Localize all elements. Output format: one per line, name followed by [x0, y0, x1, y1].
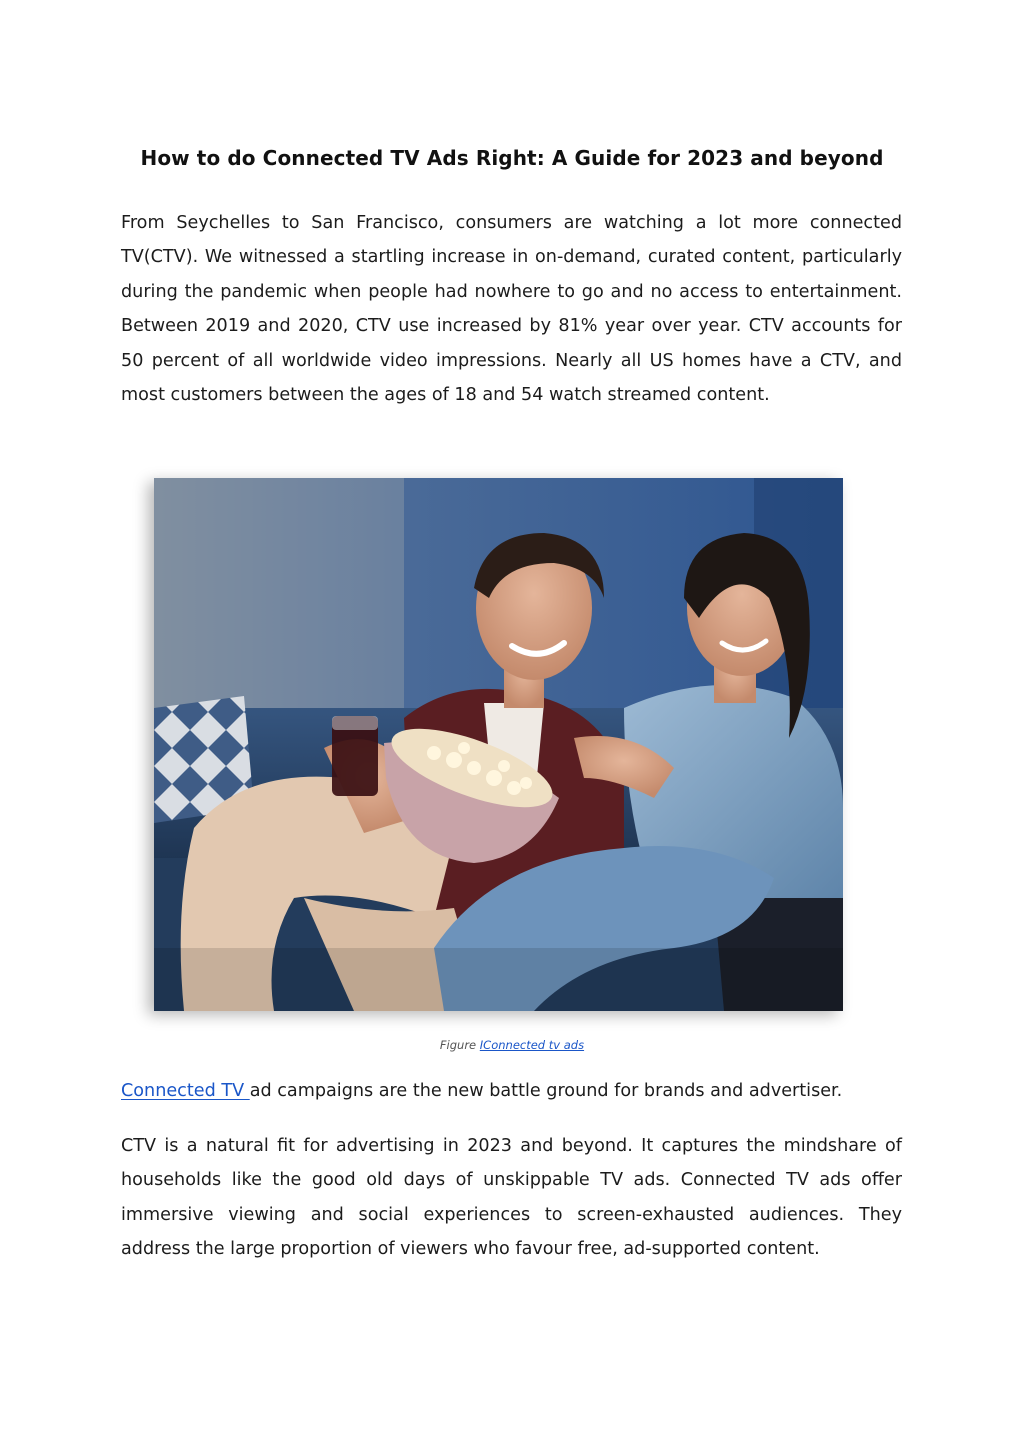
- connected-tv-link[interactable]: Connected TV: [121, 1081, 250, 1101]
- connected-tv-paragraph: [121, 1074, 902, 1108]
- closing-paragraph: CTV is a natural fit for advertising in 2023 and beyond. It captures the mindshare of households like the good old days of unskippable TV ads. Connected TV ads offer immersive viewing and social experiences to screen-exhausted audiences. They address the large proportion of viewers who favour free, ad-supported content.: [121, 1136, 902, 1260]
- connected-tv-paragraph-text: ad campaigns are the new battle ground for brands and advertiser.: [249, 1081, 843, 1101]
- intro-paragraph: From Seychelles to San Francisco, consumers are watching a lot more connected TV(CTV). We witnessed a startling increase in on-demand, curated content, particularly during the pandemic when people had nowhere to go and no access to entertainment. Between 2019 and 2020, CTV use increased by 81% year over year. CTV accounts for 50 percent of all worldwide video impressions. Nearly all US homes have a CTV, and most customers between the ages of 18 and 54 watch streamed content.: [121, 213, 902, 406]
- page-title: How to do Connected TV Ads Right: A Guide for 2023 and beyond: [140, 146, 884, 170]
- caption-link[interactable]: IConnected tv ads: [479, 1038, 585, 1052]
- caption-prefix: Figure: [439, 1038, 480, 1052]
- couple-watching-tv-photo: [154, 478, 843, 1011]
- figure-caption: [0, 1038, 1024, 1052]
